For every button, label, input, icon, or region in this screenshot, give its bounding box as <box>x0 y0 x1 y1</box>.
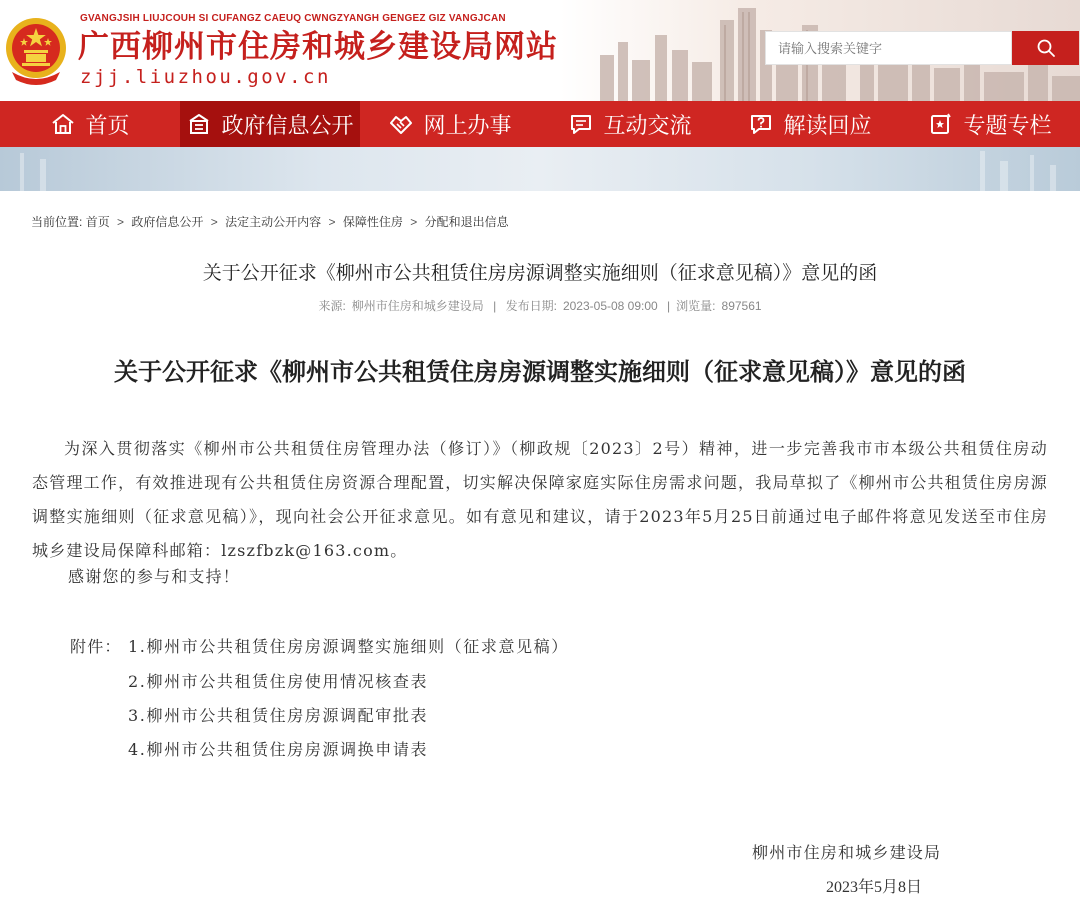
date-label: 发布日期: <box>505 299 557 313</box>
breadcrumb-separator: > <box>210 215 218 229</box>
breadcrumb-separator: > <box>410 215 418 229</box>
attachment-link-4[interactable]: 4.柳州市公共租赁住房房源调换申请表 <box>128 740 429 759</box>
breadcrumb-prefix: 当前位置: <box>31 215 83 229</box>
attachment-link-1[interactable]: 1.柳州市公共租赁住房房源调整实施细则（征求意见稿） <box>128 637 569 656</box>
date-value: 2023-05-08 09:00 <box>562 299 658 313</box>
signature-organization: 柳州市住房和城乡建设局 <box>752 843 942 862</box>
handshake-icon <box>388 111 414 137</box>
breadcrumb-item-statutory-disclosure[interactable]: 法定主动公开内容 <box>225 215 322 229</box>
breadcrumb-item-allocation-exit[interactable]: 分配和退出信息 <box>424 215 509 229</box>
views-value: 897561 <box>721 299 762 313</box>
nav-item-government-info[interactable] <box>180 101 360 147</box>
site-pinyin-title: GVANGJSIH LIUJCOUH SI CUFANGZ CAEUQ CWNGZYANGH GENGEZ GIZ VANGJCAN <box>80 13 506 24</box>
attachments-label: 附件： <box>70 637 122 656</box>
breadcrumb-separator: > <box>328 215 336 229</box>
chat-icon <box>568 111 594 137</box>
article-body <box>32 432 1048 568</box>
source-label: 来源: <box>318 299 346 313</box>
source-value: 柳州市住房和城乡建设局 <box>351 299 484 313</box>
site-title[interactable]: 广西柳州市住房和城乡建设局网站 <box>78 29 558 64</box>
nav-item-interaction[interactable] <box>540 101 720 147</box>
nav-item-label: 专题专栏 <box>963 112 1052 138</box>
meta-divider: | <box>493 299 497 313</box>
breadcrumb-item-affordable-housing[interactable]: 保障性住房 <box>342 215 403 229</box>
nav-item-label: 互动交流 <box>603 112 692 138</box>
meta-divider: | <box>667 299 671 313</box>
views-label: 浏览量: <box>676 299 716 313</box>
site-domain: zjj.liuzhou.gov.cn <box>80 66 331 88</box>
search-button[interactable] <box>1012 31 1079 65</box>
breadcrumb-item-home[interactable]: 首页 <box>85 215 110 229</box>
breadcrumb-separator: > <box>117 215 125 229</box>
national-emblem-icon <box>4 14 68 86</box>
search-icon <box>1036 38 1056 58</box>
breadcrumb <box>31 213 509 230</box>
main-nav <box>0 101 1080 147</box>
thanks-line: 感谢您的参与和支持！ <box>68 567 241 586</box>
site-header <box>0 0 1080 101</box>
page-title: 关于公开征求《柳州市公共租赁住房房源调整实施细则（征求意见稿）》意见的函 <box>202 263 878 284</box>
home-icon <box>50 111 76 137</box>
nav-item-label: 首页 <box>85 112 130 138</box>
nav-item-interpretation[interactable] <box>720 101 900 147</box>
question-icon <box>748 111 774 137</box>
attachment-link-3[interactable]: 3.柳州市公共租赁住房房源调配审批表 <box>128 706 429 725</box>
document-title: 关于公开征求《柳州市公共租赁住房房源调整实施细则（征求意见稿）》意见的函 <box>114 357 966 386</box>
nav-item-online-services[interactable] <box>360 101 540 147</box>
breadcrumb-item-government-info[interactable]: 政府信息公开 <box>131 215 204 229</box>
article-meta <box>0 297 1080 314</box>
search-input[interactable] <box>765 31 1012 65</box>
nav-item-label: 解读回应 <box>783 112 872 138</box>
signature-date: 2023年5月8日 <box>826 879 923 896</box>
nav-item-label: 政府信息公开 <box>221 112 354 138</box>
attachment-link-2[interactable]: 2.柳州市公共租赁住房使用情况核查表 <box>128 672 429 691</box>
nav-item-home[interactable] <box>0 101 180 147</box>
banner-pattern <box>0 147 1080 191</box>
feature-icon <box>928 111 954 137</box>
body-paragraph: 为深入贯彻落实《柳州市公共租赁住房管理办法（修订）》（柳政规〔2023〕2号）精神，进一步完善我市市本级公共租赁住房动态管理工作，有效推进现有公共租赁住房资源合理配置，切实解决保障家庭实际住房需求问题，我局草拟了《柳州市公共租赁住房房源调整实施细则（征求意见稿）》，现向社会公开征求意见。如有意见和建议，请于2023年5月25日前通过电子邮件将意见发送至市住房城乡建设局保障科邮箱：lzszfbzk@163.com。 <box>32 439 1048 560</box>
government-info-icon <box>186 111 212 137</box>
nav-item-special-topics[interactable] <box>900 101 1080 147</box>
decorative-banner <box>0 147 1080 191</box>
nav-item-label: 网上办事 <box>423 112 512 138</box>
